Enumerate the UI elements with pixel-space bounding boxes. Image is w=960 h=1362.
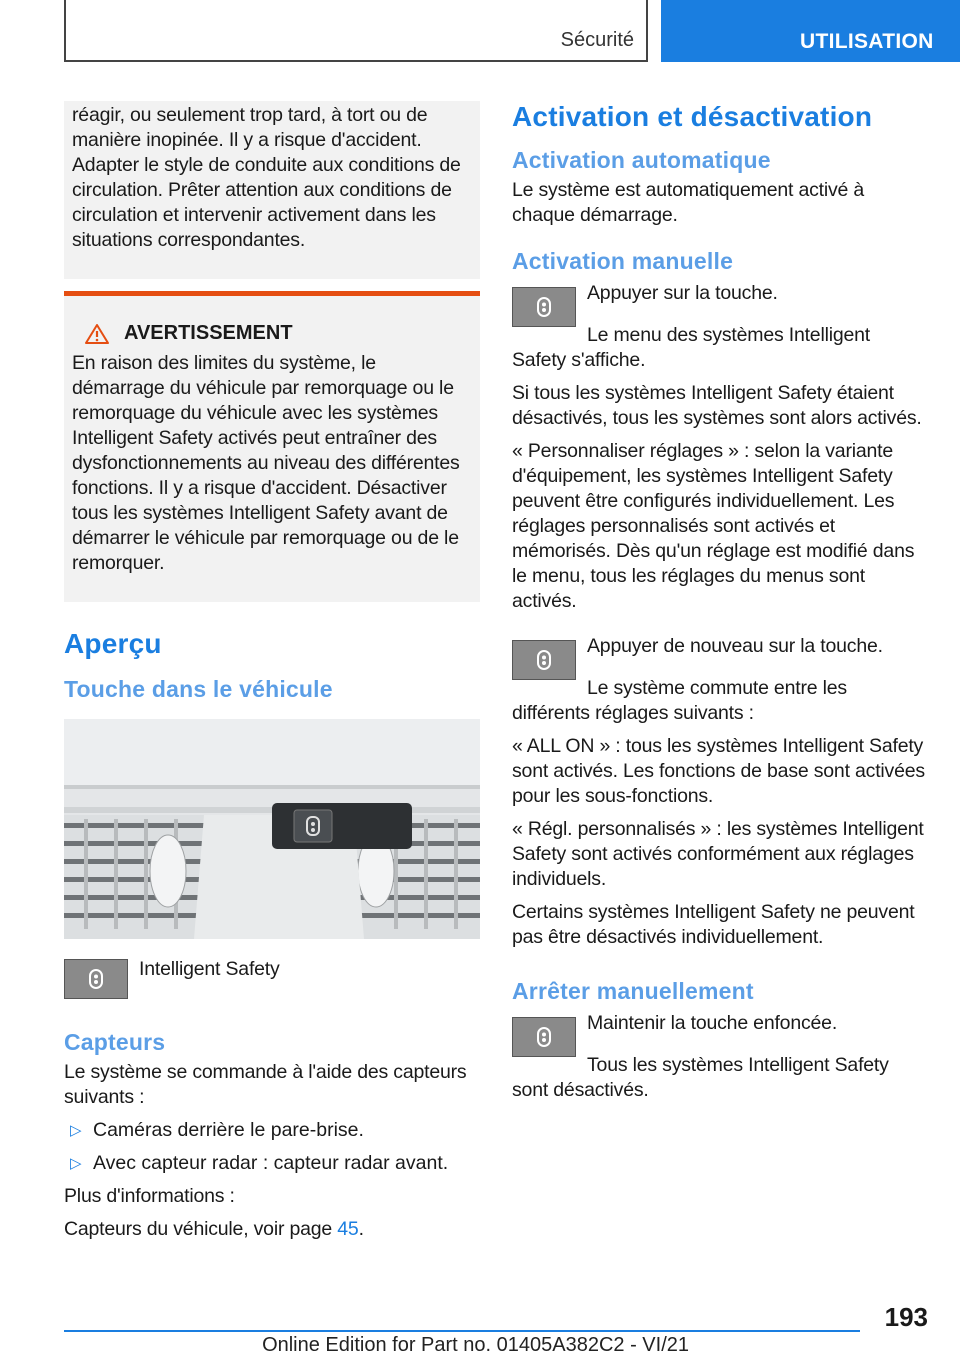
- step1-result: Le menu des systèmes Intelligent Safety s'affiche.: [512, 324, 871, 371]
- intro-text: réagir, ou seulement trop tard, à tort ou de manière inopinée. Il y a risque d'accident. Adapter le style de conduite aux conditions de circulation. Prêter attention aux conditions de circulation et intervenir activement dans les situations correspondantes.: [72, 104, 461, 251]
- manual-activation-heading: Activation manuelle: [512, 248, 734, 274]
- warning-box: [64, 291, 480, 602]
- capteurs-heading: Capteurs: [64, 1029, 166, 1055]
- edition-text: Online Edition for Part no. 01405A382C2 - VI/21: [262, 1334, 689, 1356]
- intro-box: [64, 101, 480, 279]
- capteurs-text: Le système se commande à l'aide des capteurs suivants :: [64, 1061, 467, 1108]
- dashboard-photo: [64, 719, 480, 939]
- bullet-triangle-icon: ▷: [70, 1122, 82, 1139]
- intelligent-safety-button-icon: [512, 640, 576, 680]
- all-activated-text: Si tous les systèmes Intelligent Safety étaient désactivés, tous les systèmes sont alors activés.: [512, 382, 922, 429]
- bullet-text: Avec capteur radar : capteur radar avant.: [93, 1152, 449, 1174]
- more-info-text: Plus d'informations :: [64, 1185, 235, 1207]
- warning-title: AVERTISSEMENT: [124, 322, 293, 344]
- ref-end: .: [358, 1218, 364, 1240]
- custom-settings-text: « Régl. personnalisés » : les systèmes Intelligent Safety sont activés conformément aux réglages individuels.: [512, 818, 924, 890]
- step-press-button: [512, 281, 928, 327]
- page-number: 193: [884, 1302, 928, 1332]
- bullet-triangle-icon: ▷: [70, 1155, 82, 1172]
- section-title: Sécurité: [560, 29, 634, 51]
- ref-text: Capteurs du véhicule, voir page: [64, 1218, 338, 1240]
- step3-text: Maintenir la touche enfoncée.: [587, 1012, 838, 1034]
- header-section-box: [64, 0, 648, 62]
- all-on-text: « ALL ON » : tous les systèmes Intelligent Safety sont activés. Les fonctions de base sont activées pour les sous-fonctions.: [512, 735, 925, 807]
- certain-systems-text: Certains systèmes Intelligent Safety ne peuvent pas être désactivés individuellement.: [512, 901, 915, 948]
- footer-divider: [64, 1330, 860, 1332]
- page-link[interactable]: 45: [337, 1218, 359, 1240]
- intelligent-safety-button-icon: [512, 287, 576, 327]
- list-item: [64, 1118, 480, 1143]
- bullet-text: Caméras derrière le pare-brise.: [93, 1119, 364, 1141]
- apercu-heading: Aperçu: [64, 628, 162, 659]
- intelligent-safety-button-icon: [64, 959, 128, 999]
- personnaliser-text: « Personnaliser réglages » : selon la variante d'équipement, les systèmes Intelligent Safety peuvent être configurés individuellement. Les réglages personnalisés sont activés et mémorisés. Dès qu'un réglage est modifié dans le menu, tous les réglages du menus sont activés.: [512, 440, 915, 612]
- auto-activation-text: Le système est automatiquement activé à chaque démarrage.: [512, 179, 865, 226]
- step1-text: Appuyer sur la touche.: [587, 282, 778, 304]
- warning-text: En raison des limites du système, le démarrage du véhicule par remorquage ou le remorquage du véhicule avec les systèmes Intelligent Safety activés peut entraîner des dysfonctionnements au niveau des différentes fonctions. Il y a risque d'accident. Désactiver tous les systèmes Intelligent Safety avant de démarrer le véhicule par remorquage ou de le remorquer.: [72, 352, 460, 574]
- step3-result: Tous les systèmes Intelligent Safety sont désactivés.: [512, 1054, 889, 1101]
- activation-heading: Activation et désactivation: [512, 101, 873, 132]
- step2-result: Le système commute entre les différents réglages suivants :: [512, 677, 847, 724]
- stop-manual-heading: Arrêter manuellement: [512, 978, 754, 1004]
- intelligent-safety-legend: [64, 957, 480, 999]
- page-reference: [64, 1217, 480, 1242]
- auto-activation-heading: Activation automatique: [512, 147, 771, 173]
- chapter-title: UTILISATION: [800, 30, 934, 53]
- step-hold-button: [512, 1011, 928, 1057]
- step-press-again: [512, 634, 928, 680]
- warning-header: [72, 322, 472, 345]
- touche-heading: Touche dans le véhicule: [64, 676, 333, 702]
- list-item: [64, 1151, 480, 1176]
- button-caption: Intelligent Safety: [139, 958, 280, 980]
- warning-triangle-icon: [84, 323, 110, 345]
- header-chapter-tab: [661, 0, 960, 62]
- left-column: [64, 101, 480, 1250]
- intelligent-safety-button-icon: [512, 1017, 576, 1057]
- right-column: [512, 101, 928, 1111]
- step2-text: Appuyer de nouveau sur la touche.: [587, 635, 883, 657]
